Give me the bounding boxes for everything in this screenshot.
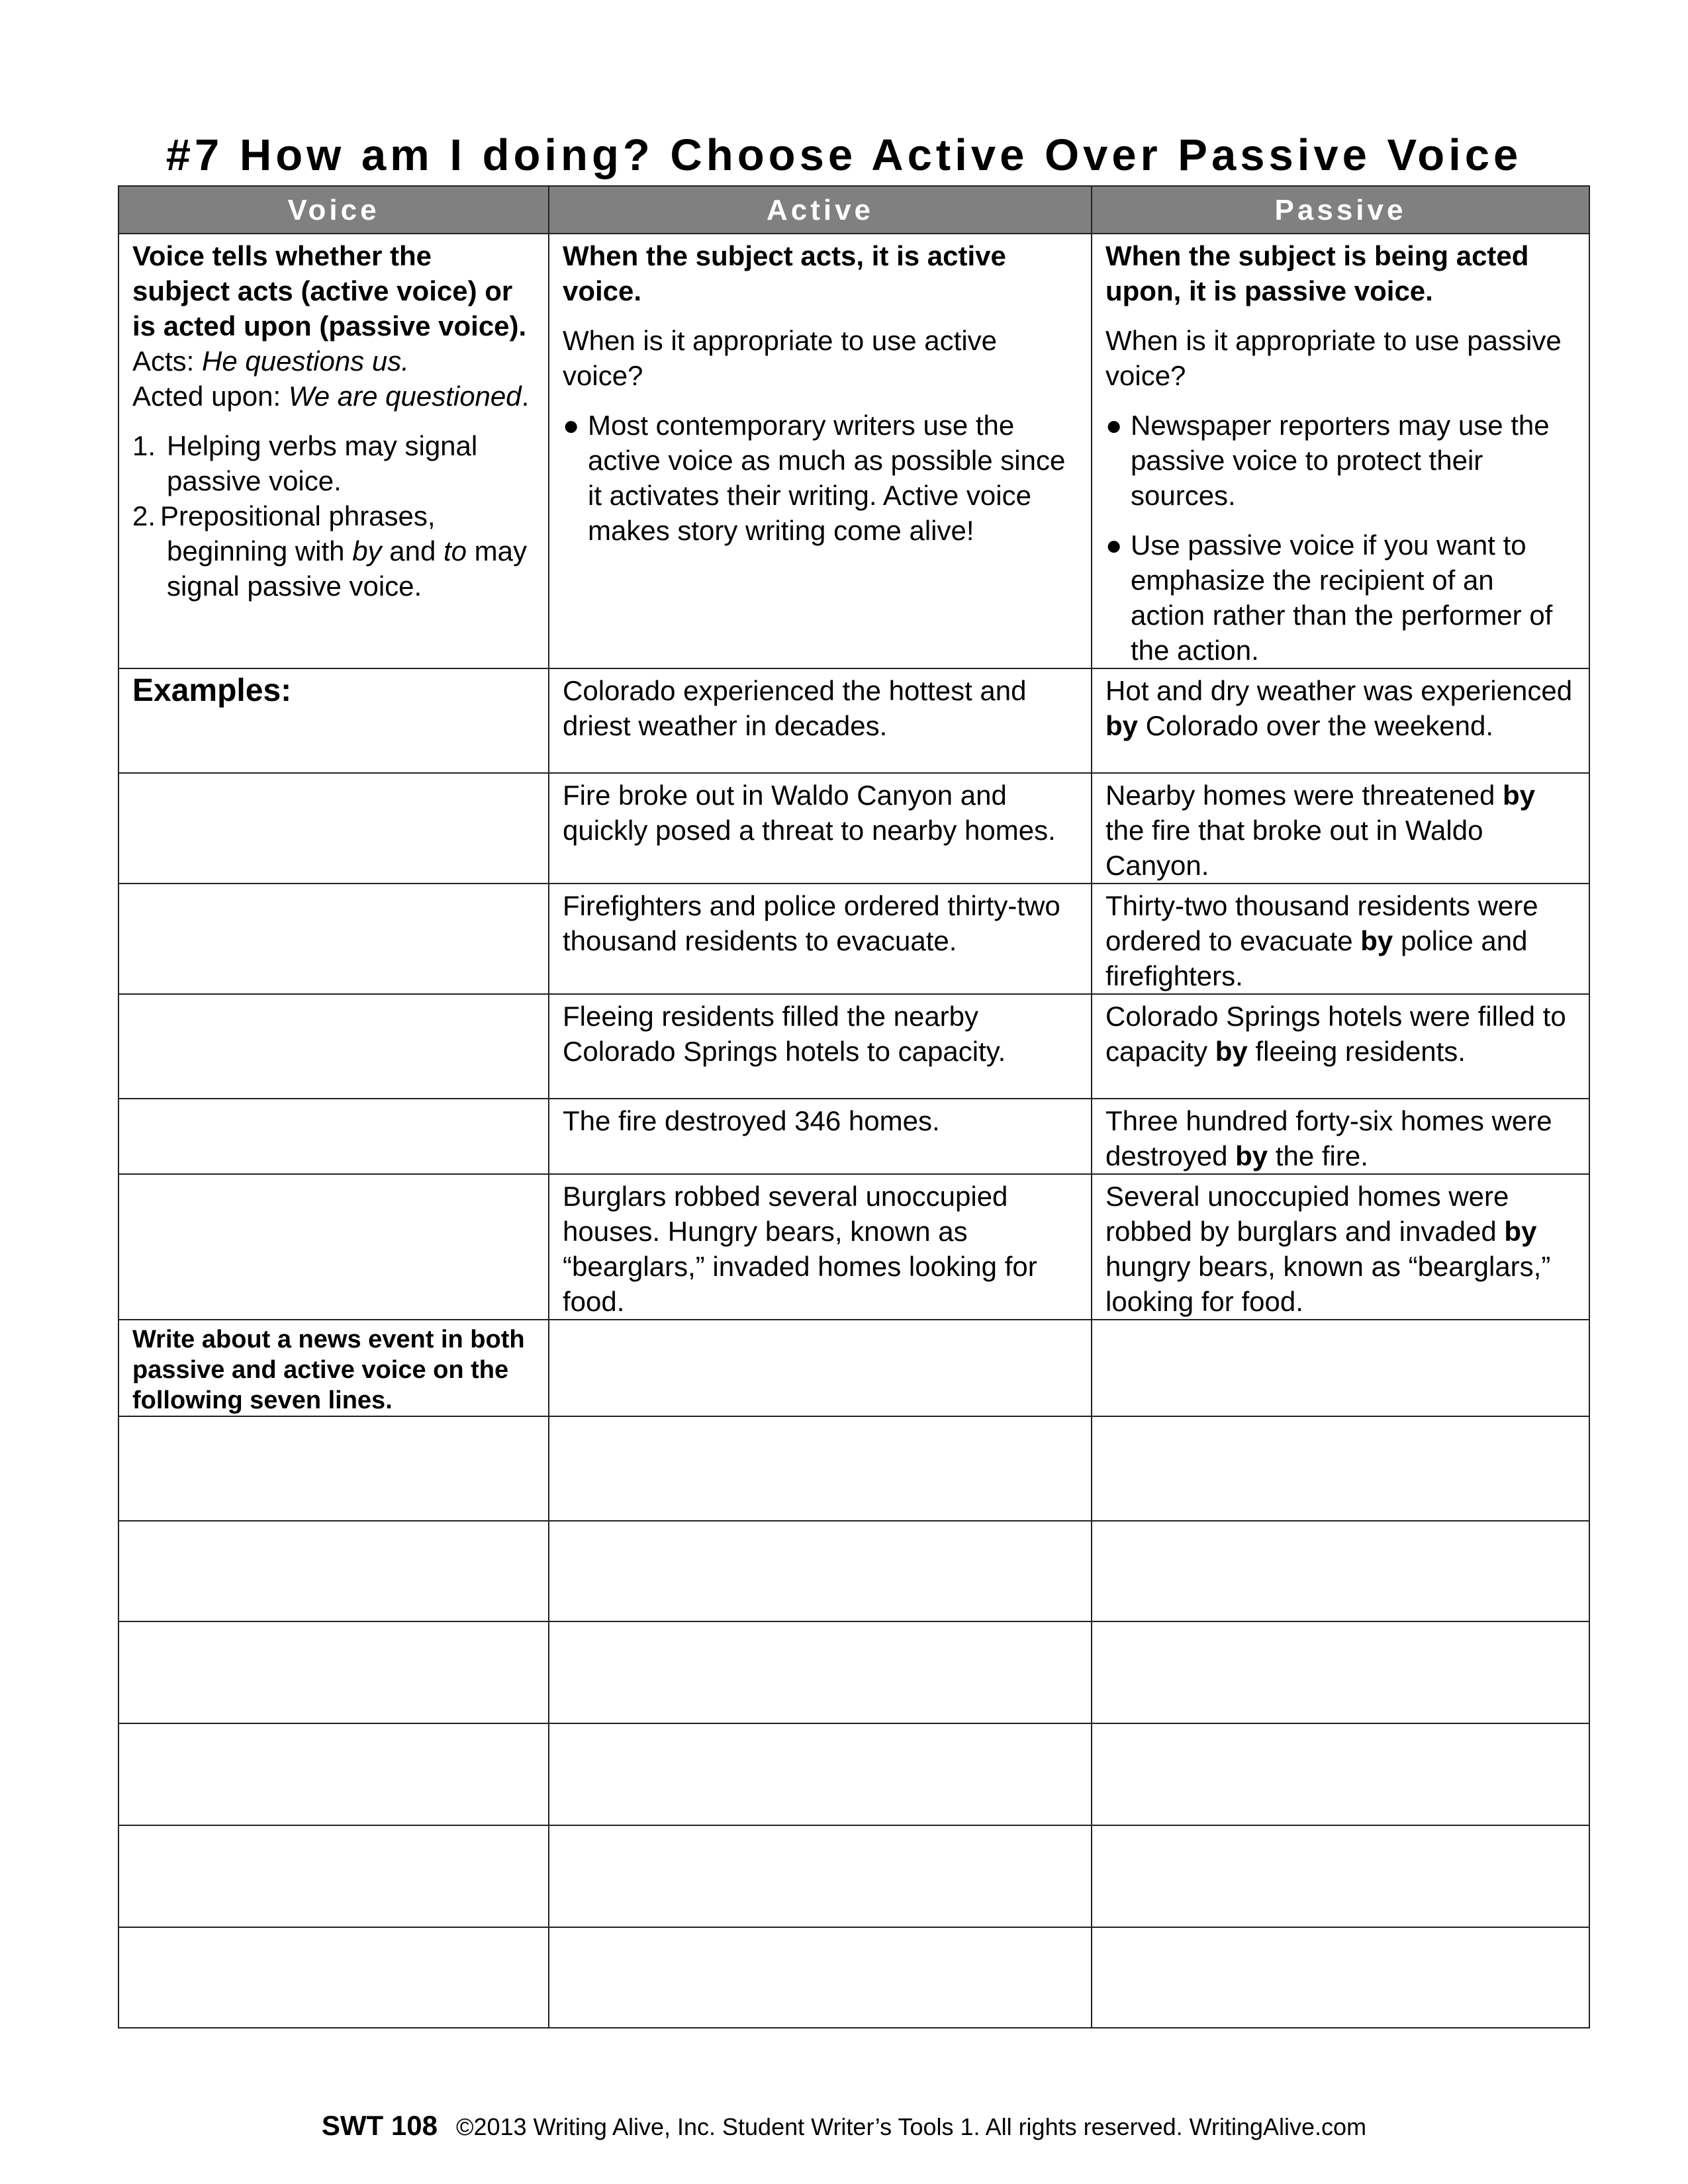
passive-example-text: Three hundred forty-six homes were destroyed [1105, 1105, 1552, 1171]
signal-text: may signal passive voice. [167, 535, 528, 602]
passive-example-text: Several unoccupied homes were robbed by burglars and invaded [1105, 1181, 1509, 1247]
writing-cell-passive[interactable] [1092, 1723, 1589, 1825]
passive-bullet-item [1105, 408, 1575, 513]
writing-prompt-cell [118, 1320, 549, 1416]
passive-example-text: the fire that broke out in Waldo Canyon. [1105, 815, 1483, 881]
passive-bullet-list [1105, 408, 1575, 668]
passive-signal-list [132, 428, 535, 604]
acted-upon-label: Acted upon: [132, 381, 289, 412]
writing-cell-voice[interactable] [118, 1825, 549, 1927]
empty-cell [118, 994, 549, 1099]
passive-example-cell [1092, 773, 1589, 884]
bullet-text: Newspaper reporters may use the passive voice to protect their sources. [1131, 410, 1550, 511]
writing-cell-passive[interactable] [1092, 1825, 1589, 1927]
column-header-active: Active [549, 186, 1092, 234]
writing-cell-active[interactable] [549, 1825, 1092, 1927]
by-keyword: by [1503, 780, 1536, 811]
passive-question: When is it appropriate to use passive voice? [1105, 325, 1562, 391]
writing-cell-passive[interactable] [1092, 1621, 1589, 1723]
passive-example-text: Nearby homes were threatened [1105, 780, 1503, 811]
writing-cell-voice[interactable] [118, 1621, 549, 1723]
passive-example-cell [1092, 884, 1589, 994]
passive-example-cell [1092, 994, 1589, 1099]
examples-label-cell [118, 668, 549, 773]
example-row [118, 994, 1589, 1099]
acted-upon-example-text: We are questioned [288, 381, 522, 412]
acts-example [132, 343, 535, 379]
bullet-icon: ● [1105, 410, 1123, 441]
writing-cell-passive[interactable] [1092, 1320, 1589, 1416]
empty-cell [118, 884, 549, 994]
signal-item [132, 498, 535, 604]
writing-line-row [118, 1723, 1589, 1825]
signal-text: Helping verbs may signal passive voice. [167, 430, 478, 496]
by-keyword: by [1235, 1140, 1268, 1171]
writing-cell-voice[interactable] [118, 1521, 549, 1621]
writing-cell-voice[interactable] [118, 1723, 549, 1825]
passive-example-text: the fire. [1268, 1140, 1368, 1171]
voice-definition-heading: Voice tells whether the subject acts (active voice) or is acted upon (passive voice). [132, 240, 527, 341]
example-row [118, 668, 1589, 773]
voice-worksheet-table [118, 185, 1590, 2028]
example-row [118, 1174, 1589, 1320]
active-example-cell: The fire destroyed 346 homes. [549, 1099, 1092, 1174]
passive-definition-cell [1092, 234, 1589, 668]
intro-row [118, 234, 1589, 668]
passive-example-text: Thirty-two thousand residents were ordered to evacuate [1105, 890, 1538, 956]
signal-item [132, 428, 535, 498]
writing-line-row [118, 1927, 1589, 2028]
writing-cell-active[interactable] [549, 1521, 1092, 1621]
passive-example-text: Hot and dry weather was experienced [1105, 675, 1573, 706]
active-bullet-item [563, 408, 1078, 548]
acted-upon-period: . [521, 381, 530, 412]
column-header-voice: Voice [118, 186, 549, 234]
example-row [118, 1099, 1589, 1174]
page-footer [0, 2110, 1688, 2142]
passive-example-text: Colorado over the weekend. [1138, 710, 1494, 741]
passive-example-text: Colorado Springs hotels were filled to capacity [1105, 1001, 1566, 1067]
by-keyword: by [1504, 1216, 1537, 1247]
footer-copyright: ©2013 Writing Alive, Inc. Student Writer’s Tools 1. All rights reserved. WritingAlive.com [455, 2113, 1367, 2140]
writing-line-row [118, 1825, 1589, 1927]
bullet-icon: ● [1105, 529, 1123, 561]
signal-number: 1. [132, 430, 156, 461]
by-keyword: by [1215, 1036, 1248, 1067]
writing-cell-passive[interactable] [1092, 1927, 1589, 2028]
active-example-cell: Burglars robbed several unoccupied houses. Hungry bears, known as “bearglars,” invaded homes looking for food. [549, 1174, 1092, 1320]
writing-cell-active[interactable] [549, 1927, 1092, 2028]
writing-line-row [118, 1416, 1589, 1521]
passive-example-cell [1092, 668, 1589, 773]
by-keyword: by [1360, 925, 1393, 956]
passive-bullet-item [1105, 527, 1575, 668]
acted-upon-example [132, 379, 535, 414]
writing-cell-active[interactable] [549, 1416, 1092, 1521]
active-example-cell: Fire broke out in Waldo Canyon and quickly posed a threat to nearby homes. [549, 773, 1092, 884]
empty-cell [118, 1174, 549, 1320]
footer-page-code: SWT 108 [321, 2110, 438, 2141]
signal-text: and [381, 535, 444, 567]
acts-label: Acts: [132, 345, 203, 377]
active-example-cell: Colorado experienced the hottest and driest weather in decades. [549, 668, 1092, 773]
voice-definition-cell [118, 234, 549, 668]
passive-example-text: fleeing residents. [1247, 1036, 1466, 1067]
header-row [118, 186, 1589, 234]
active-definition-heading: When the subject acts, it is active voice. [563, 240, 1006, 306]
example-row [118, 773, 1589, 884]
writing-prompt: Write about a news event in both passive and active voice on the following seven lines. [132, 1326, 525, 1414]
writing-cell-active[interactable] [549, 1621, 1092, 1723]
bullet-text: Use passive voice if you want to emphasize the recipient of an action rather than the performer of the action. [1131, 529, 1553, 666]
column-header-passive: Passive [1092, 186, 1589, 234]
acts-example-text: He questions us. [202, 345, 409, 377]
writing-cell-passive[interactable] [1092, 1521, 1589, 1621]
bullet-icon: ● [563, 410, 580, 441]
writing-prompt-row [118, 1320, 1589, 1416]
writing-cell-voice[interactable] [118, 1416, 549, 1521]
signal-word-to: to [443, 535, 467, 567]
active-bullet-list [563, 408, 1078, 548]
writing-cell-active[interactable] [549, 1320, 1092, 1416]
writing-cell-active[interactable] [549, 1723, 1092, 1825]
example-row [118, 884, 1589, 994]
passive-example-text: police and firefighters. [1105, 925, 1528, 991]
empty-cell [118, 773, 549, 884]
writing-line-row [118, 1621, 1589, 1723]
writing-cell-voice[interactable] [118, 1927, 549, 2028]
signal-number: 2. [132, 500, 156, 531]
signal-word-by: by [352, 535, 382, 567]
active-example-cell: Fleeing residents filled the nearby Colorado Springs hotels to capacity. [549, 994, 1092, 1099]
signal-text: Prepositional phrases, beginning with [160, 500, 436, 567]
active-question: When is it appropriate to use active voice? [563, 325, 998, 391]
empty-cell [118, 1099, 549, 1174]
passive-definition-heading: When the subject is being acted upon, it is passive voice. [1105, 240, 1529, 306]
active-example-cell: Firefighters and police ordered thirty-two thousand residents to evacuate. [549, 884, 1092, 994]
active-definition-cell [549, 234, 1092, 668]
writing-line-row [118, 1521, 1589, 1621]
passive-example-text: hungry bears, known as “bearglars,” looking for food. [1105, 1251, 1551, 1317]
examples-label: Examples: [132, 673, 292, 708]
passive-example-cell [1092, 1099, 1589, 1174]
writing-cell-passive[interactable] [1092, 1416, 1589, 1521]
passive-example-cell [1092, 1174, 1589, 1320]
by-keyword: by [1105, 710, 1139, 741]
page-title: #7 How am I doing? Choose Active Over Passive Voice [165, 130, 1523, 180]
bullet-text: Most contemporary writers use the active voice as much as possible since it activates their writing. Active voice makes story writing come alive! [588, 410, 1066, 546]
